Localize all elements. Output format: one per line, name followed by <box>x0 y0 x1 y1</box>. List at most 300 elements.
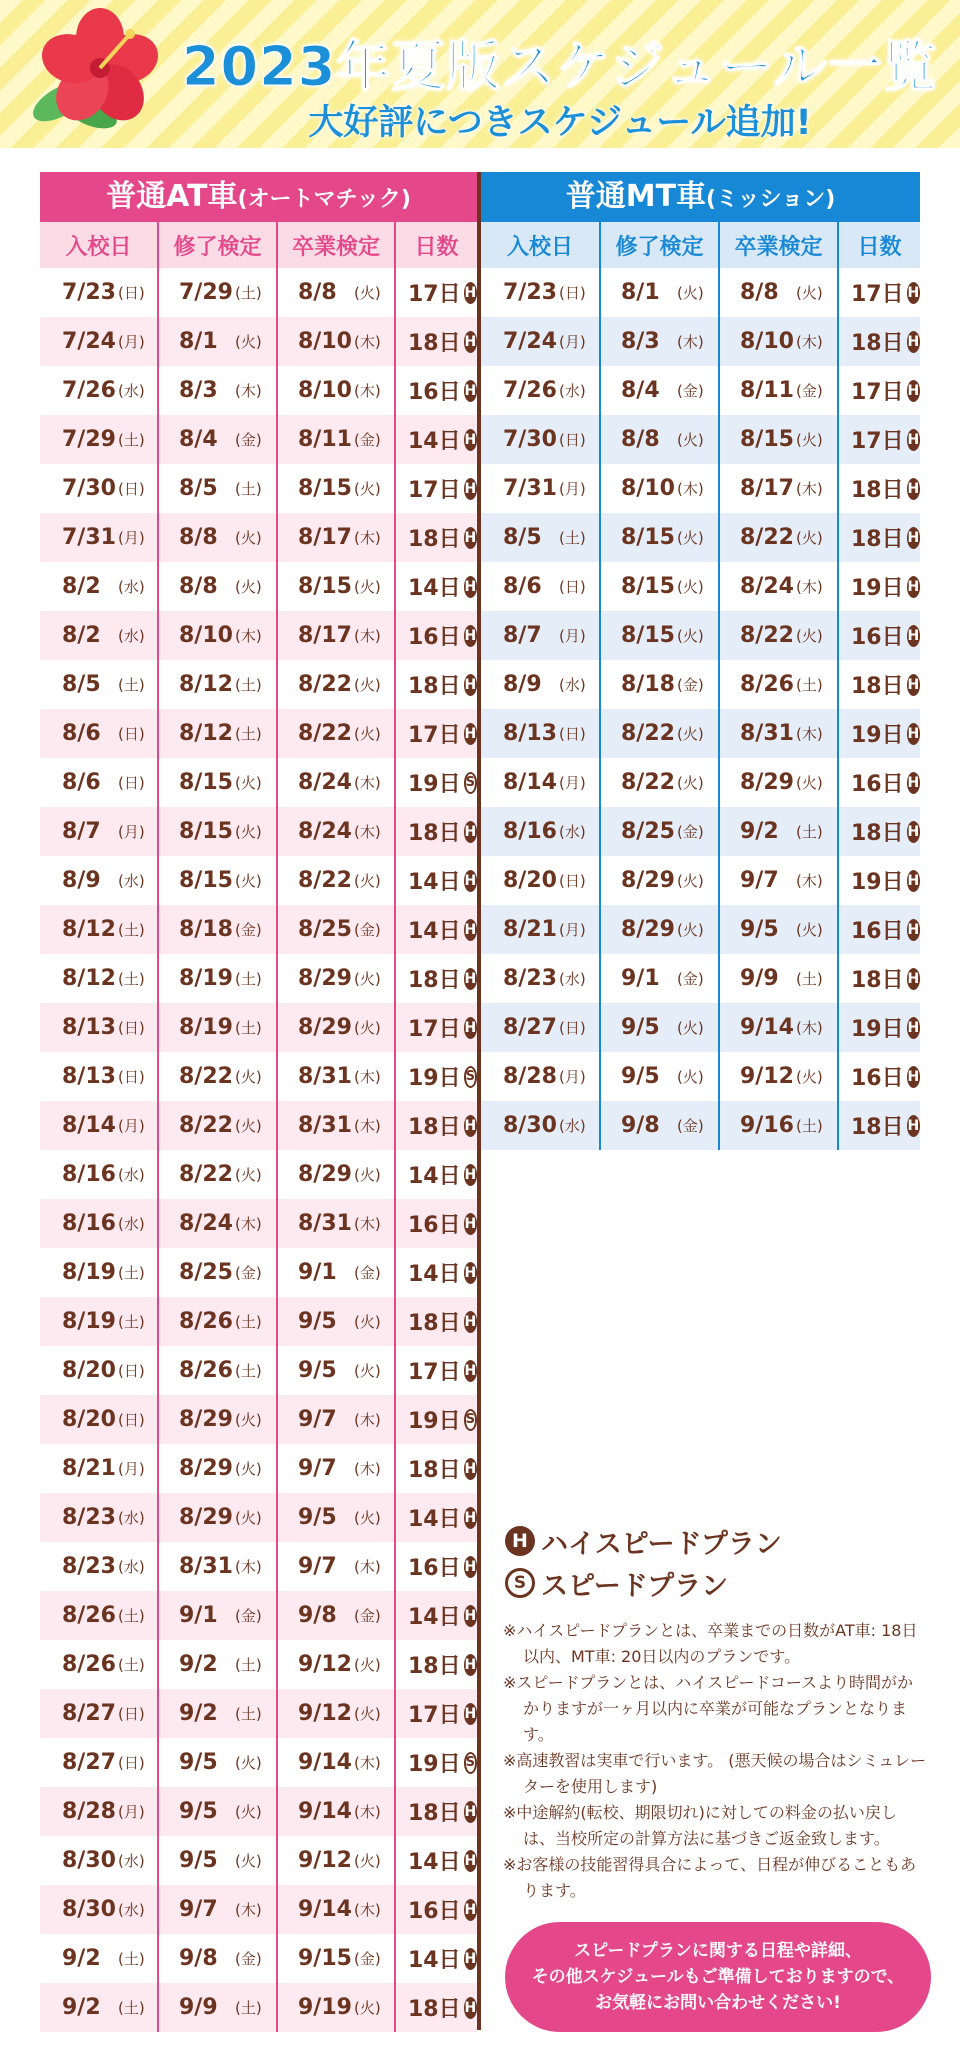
enroll-date-cell <box>40 758 159 807</box>
completion-exam-cell <box>159 1934 278 1983</box>
mt-title: 普通MT車 <box>565 179 707 214</box>
graduation-exam-cell <box>278 562 396 611</box>
date: 8/17 <box>740 476 794 501</box>
days-count: 19日 <box>408 1066 461 1091</box>
graduation-exam-cell <box>720 758 839 807</box>
table-row <box>40 366 477 415</box>
enroll-date-cell <box>40 513 159 562</box>
date: 8/26 <box>62 1652 116 1677</box>
completion-exam-cell <box>159 1836 278 1885</box>
graduation-exam-cell <box>278 1101 396 1150</box>
days-count: 19日 <box>851 870 904 895</box>
date: 9/14 <box>298 1799 352 1824</box>
weekday: (火) <box>677 921 704 939</box>
completion-exam-cell <box>159 807 278 856</box>
days-cell <box>839 1052 920 1101</box>
date: 8/20 <box>62 1358 116 1383</box>
completion-exam-cell <box>601 317 720 366</box>
weekday: (木) <box>354 1460 381 1478</box>
days-cell <box>396 1346 477 1395</box>
enroll-date-cell <box>40 709 159 758</box>
high-speed-plan-icon: H <box>907 968 920 990</box>
date: 8/15 <box>179 868 233 893</box>
date: 9/12 <box>298 1652 352 1677</box>
table-row <box>40 611 477 660</box>
graduation-exam-cell <box>278 807 396 856</box>
weekday: (土) <box>559 529 586 547</box>
weekday: (水) <box>118 1166 145 1184</box>
date: 8/11 <box>740 378 794 403</box>
date: 8/30 <box>62 1897 116 1922</box>
weekday: (金) <box>354 1950 381 1968</box>
date: 8/24 <box>298 819 352 844</box>
enroll-date-cell <box>40 1003 159 1052</box>
weekday: (木) <box>354 529 381 547</box>
days-count: 16日 <box>851 625 904 650</box>
date: 8/21 <box>62 1456 116 1481</box>
table-row <box>40 317 477 366</box>
weekday: (土) <box>118 1607 145 1625</box>
weekday: (月) <box>118 1117 145 1135</box>
days-count: 14日 <box>408 1507 461 1532</box>
column-header-completion: 修了検定 <box>159 222 278 268</box>
days-cell <box>396 513 477 562</box>
date: 8/23 <box>62 1554 116 1579</box>
completion-exam-cell <box>601 807 720 856</box>
date: 8/15 <box>298 574 352 599</box>
days-count: 18日 <box>408 1311 461 1336</box>
date: 7/23 <box>62 280 116 305</box>
enroll-date-cell <box>40 1150 159 1199</box>
high-speed-plan-icon: H <box>464 1703 477 1725</box>
completion-exam-cell <box>601 366 720 415</box>
weekday: (火) <box>796 921 823 939</box>
note: ※中途解約(転校、期限切れ)に対しての料金の払い戻しは、当校所定の計算方法に基づきご返金致します。 <box>503 1803 897 1848</box>
days-cell <box>396 611 477 660</box>
weekday: (月) <box>559 480 586 498</box>
high-speed-plan-icon: H <box>505 1526 535 1556</box>
date: 9/16 <box>740 1113 794 1138</box>
date: 8/29 <box>179 1456 233 1481</box>
date: 8/20 <box>62 1407 116 1432</box>
table-row <box>40 1297 477 1346</box>
page-header <box>0 0 960 148</box>
enroll-date-cell <box>40 1640 159 1689</box>
date: 8/2 <box>62 574 101 599</box>
date: 9/8 <box>179 1946 218 1971</box>
weekday: (土) <box>796 1117 823 1135</box>
completion-exam-cell <box>159 268 278 317</box>
date: 8/8 <box>621 427 660 452</box>
high-speed-plan-icon: H <box>907 625 920 647</box>
days-cell <box>396 1248 477 1297</box>
enroll-date-cell <box>40 1395 159 1444</box>
at-rows <box>40 268 477 2032</box>
completion-exam-cell <box>601 856 720 905</box>
date: 8/7 <box>503 623 542 648</box>
weekday: (日) <box>559 725 586 743</box>
completion-exam-cell <box>159 1689 278 1738</box>
table-row <box>481 1101 920 1150</box>
table-row <box>40 1689 477 1738</box>
weekday: (水) <box>118 1558 145 1576</box>
at-table-title <box>40 172 477 222</box>
callout-line: その他スケジュールもご準備しておりますので、 <box>531 1967 905 1987</box>
date: 9/2 <box>740 819 779 844</box>
days-count: 16日 <box>408 625 461 650</box>
weekday: (木) <box>354 333 381 351</box>
high-speed-plan-icon: H <box>907 772 920 794</box>
completion-exam-cell <box>159 1591 278 1640</box>
weekday: (木) <box>796 578 823 596</box>
enroll-date-cell <box>481 562 601 611</box>
weekday: (月) <box>118 823 145 841</box>
at-title: 普通AT車 <box>106 179 238 214</box>
weekday: (土) <box>235 1313 262 1331</box>
weekday: (火) <box>235 1460 262 1478</box>
weekday: (火) <box>677 725 704 743</box>
at-title-sub: (オートマチック) <box>237 187 411 212</box>
days-cell <box>396 1395 477 1444</box>
completion-exam-cell <box>601 415 720 464</box>
speed-plan-icon: S <box>464 772 477 794</box>
high-speed-plan-icon: H <box>907 1017 920 1039</box>
high-speed-plan-icon: H <box>464 1605 477 1627</box>
completion-exam-cell <box>159 660 278 709</box>
callout-line: スピードプランに関する日程や詳細、 <box>574 1941 862 1961</box>
graduation-exam-cell <box>278 1052 396 1101</box>
graduation-exam-cell <box>278 513 396 562</box>
enroll-date-cell <box>40 1591 159 1640</box>
weekday: (日) <box>118 1068 145 1086</box>
days-count: 16日 <box>408 1213 461 1238</box>
weekday: (火) <box>796 1068 823 1086</box>
page-title: 2023年夏版スケジュール一覧 <box>181 35 939 98</box>
enroll-date-cell <box>40 1934 159 1983</box>
date: 7/31 <box>503 476 557 501</box>
table-row <box>40 1787 477 1836</box>
date: 8/15 <box>621 525 675 550</box>
high-speed-plan-icon: H <box>907 331 920 353</box>
enroll-date-cell <box>481 1052 601 1101</box>
weekday: (火) <box>354 1362 381 1380</box>
weekday: (火) <box>796 431 823 449</box>
weekday: (水) <box>118 872 145 890</box>
table-row <box>481 317 920 366</box>
date: 8/29 <box>740 770 794 795</box>
days-count: 17日 <box>851 380 904 405</box>
column-header-graduation: 卒業検定 <box>278 222 396 268</box>
enroll-date-cell <box>40 464 159 513</box>
completion-exam-cell <box>159 1248 278 1297</box>
date: 8/19 <box>62 1309 116 1334</box>
days-cell <box>396 1689 477 1738</box>
enroll-date-cell <box>481 611 601 660</box>
date: 8/22 <box>740 525 794 550</box>
graduation-exam-cell <box>278 1297 396 1346</box>
days-count: 18日 <box>851 821 904 846</box>
weekday: (金) <box>677 970 704 988</box>
date: 8/29 <box>621 868 675 893</box>
weekday: (火) <box>235 1754 262 1772</box>
days-count: 16日 <box>851 772 904 797</box>
enroll-date-cell <box>481 709 601 758</box>
weekday: (火) <box>677 1068 704 1086</box>
completion-exam-cell <box>159 1101 278 1150</box>
weekday: (金) <box>796 382 823 400</box>
days-cell <box>839 415 920 464</box>
days-count: 18日 <box>851 527 904 552</box>
date: 9/9 <box>740 966 779 991</box>
high-speed-plan-icon: H <box>464 1017 477 1039</box>
weekday: (土) <box>118 921 145 939</box>
weekday: (土) <box>118 1264 145 1282</box>
date: 8/5 <box>503 525 542 550</box>
enroll-date-cell <box>40 366 159 415</box>
weekday: (土) <box>235 480 262 498</box>
days-count: 16日 <box>408 1556 461 1581</box>
weekday: (木) <box>796 1019 823 1037</box>
graduation-exam-cell <box>720 366 839 415</box>
date: 8/31 <box>298 1211 352 1236</box>
date: 8/15 <box>621 623 675 648</box>
weekday: (木) <box>796 333 823 351</box>
table-row <box>40 1003 477 1052</box>
enroll-date-cell <box>40 905 159 954</box>
date: 8/8 <box>298 280 337 305</box>
days-cell <box>396 856 477 905</box>
date: 8/30 <box>62 1848 116 1873</box>
date: 8/22 <box>179 1162 233 1187</box>
weekday: (月) <box>118 1460 145 1478</box>
graduation-exam-cell <box>720 415 839 464</box>
days-cell <box>839 758 920 807</box>
completion-exam-cell <box>159 1052 278 1101</box>
date: 9/14 <box>740 1015 794 1040</box>
enroll-date-cell <box>481 807 601 856</box>
date: 8/22 <box>179 1113 233 1138</box>
weekday: (木) <box>235 1215 262 1233</box>
weekday: (火) <box>677 529 704 547</box>
date: 8/27 <box>62 1701 116 1726</box>
date: 8/25 <box>298 917 352 942</box>
date: 8/12 <box>179 721 233 746</box>
date: 8/12 <box>62 917 116 942</box>
weekday: (日) <box>118 480 145 498</box>
days-count: 18日 <box>851 968 904 993</box>
weekday: (土) <box>235 1019 262 1037</box>
weekday: (火) <box>235 823 262 841</box>
graduation-exam-cell <box>278 856 396 905</box>
days-cell <box>839 268 920 317</box>
weekday: (火) <box>677 774 704 792</box>
weekday: (火) <box>235 529 262 547</box>
enroll-date-cell <box>40 1052 159 1101</box>
column-header-completion: 修了検定 <box>601 222 720 268</box>
date: 7/29 <box>179 280 233 305</box>
enroll-date-cell <box>40 1493 159 1542</box>
date: 8/7 <box>62 819 101 844</box>
date: 8/15 <box>179 770 233 795</box>
date: 7/24 <box>503 329 557 354</box>
high-speed-plan-icon: H <box>464 968 477 990</box>
date: 9/7 <box>298 1554 337 1579</box>
date: 9/1 <box>298 1260 337 1285</box>
high-speed-plan-icon: H <box>464 380 477 402</box>
completion-exam-cell <box>159 1444 278 1493</box>
completion-exam-cell <box>159 905 278 954</box>
date: 8/14 <box>62 1113 116 1138</box>
date: 9/5 <box>179 1750 218 1775</box>
high-speed-plan-icon: H <box>464 331 477 353</box>
graduation-exam-cell <box>278 660 396 709</box>
weekday: (水) <box>118 382 145 400</box>
weekday: (木) <box>235 1558 262 1576</box>
table-row <box>40 268 477 317</box>
weekday: (木) <box>354 627 381 645</box>
table-row <box>40 1738 477 1787</box>
high-speed-plan-icon: H <box>907 380 920 402</box>
weekday: (火) <box>796 284 823 302</box>
days-count: 14日 <box>408 1605 461 1630</box>
weekday: (水) <box>118 1509 145 1527</box>
date: 9/7 <box>740 868 779 893</box>
weekday: (火) <box>796 627 823 645</box>
date: 9/1 <box>621 966 660 991</box>
weekday: (水) <box>118 1852 145 1870</box>
date: 8/10 <box>298 378 352 403</box>
date: 7/26 <box>503 378 557 403</box>
enroll-date-cell <box>40 611 159 660</box>
date: 8/20 <box>503 868 557 893</box>
days-cell <box>396 1885 477 1934</box>
enroll-date-cell <box>481 464 601 513</box>
date: 8/18 <box>179 917 233 942</box>
high-speed-plan-icon: H <box>464 429 477 451</box>
weekday: (土) <box>235 1656 262 1674</box>
days-count: 18日 <box>408 1801 461 1826</box>
enroll-date-cell <box>481 366 601 415</box>
table-row <box>40 1150 477 1199</box>
days-count: 18日 <box>408 527 461 552</box>
enroll-date-cell <box>481 1101 601 1150</box>
weekday: (日) <box>559 284 586 302</box>
completion-exam-cell <box>601 709 720 758</box>
days-cell <box>839 660 920 709</box>
weekday: (金) <box>354 1607 381 1625</box>
date: 8/4 <box>179 427 218 452</box>
weekday: (土) <box>118 1656 145 1674</box>
weekday: (木) <box>354 774 381 792</box>
table-row <box>40 1493 477 1542</box>
days-count: 14日 <box>408 429 461 454</box>
column-header-enroll: 入校日 <box>40 222 159 268</box>
date: 8/25 <box>621 819 675 844</box>
table-row <box>481 660 920 709</box>
speed-plan-icon: S <box>464 1409 477 1431</box>
date: 8/24 <box>298 770 352 795</box>
days-count: 18日 <box>408 1997 461 2022</box>
days-count: 19日 <box>851 1017 904 1042</box>
date: 8/9 <box>503 672 542 697</box>
date: 8/11 <box>298 427 352 452</box>
completion-exam-cell <box>159 1493 278 1542</box>
days-cell <box>396 1297 477 1346</box>
weekday: (火) <box>235 1803 262 1821</box>
days-cell <box>396 1003 477 1052</box>
table-row <box>40 1836 477 1885</box>
weekday: (火) <box>235 578 262 596</box>
completion-exam-cell <box>601 562 720 611</box>
weekday: (金) <box>235 1264 262 1282</box>
days-count: 19日 <box>408 1752 461 1777</box>
date: 8/24 <box>740 574 794 599</box>
table-row <box>481 758 920 807</box>
table-row <box>40 415 477 464</box>
weekday: (日) <box>118 725 145 743</box>
completion-exam-cell <box>159 1150 278 1199</box>
completion-exam-cell <box>159 1738 278 1787</box>
high-speed-plan-icon: H <box>464 1458 477 1480</box>
high-speed-plan-icon: H <box>464 1997 477 2019</box>
days-cell <box>396 1444 477 1493</box>
date: 9/19 <box>298 1995 352 2020</box>
enroll-date-cell <box>40 1983 159 2032</box>
graduation-exam-cell <box>720 562 839 611</box>
date: 9/5 <box>179 1848 218 1873</box>
days-cell <box>839 366 920 415</box>
completion-exam-cell <box>601 758 720 807</box>
graduation-exam-cell <box>278 1248 396 1297</box>
days-cell <box>839 464 920 513</box>
graduation-exam-cell <box>720 513 839 562</box>
weekday: (火) <box>235 872 262 890</box>
weekday: (水) <box>559 1117 586 1135</box>
completion-exam-cell <box>159 415 278 464</box>
high-speed-plan-icon: H <box>464 723 477 745</box>
days-cell <box>396 1738 477 1787</box>
callout-line: お気軽にお問い合わせください! <box>595 1993 841 2013</box>
date: 7/29 <box>62 427 116 452</box>
completion-exam-cell <box>601 611 720 660</box>
weekday: (木) <box>677 333 704 351</box>
date: 8/18 <box>621 672 675 697</box>
date: 8/8 <box>179 525 218 550</box>
weekday: (日) <box>118 1019 145 1037</box>
graduation-exam-cell <box>720 660 839 709</box>
days-cell <box>396 1150 477 1199</box>
page-subtitle: 大好評につきスケジュール追加! <box>308 103 812 143</box>
table-row <box>481 954 920 1003</box>
table-row <box>40 1591 477 1640</box>
date: 9/12 <box>740 1064 794 1089</box>
table-row <box>40 660 477 709</box>
date: 8/19 <box>179 966 233 991</box>
weekday: (月) <box>559 774 586 792</box>
days-count: 14日 <box>408 576 461 601</box>
date: 7/23 <box>503 280 557 305</box>
weekday: (土) <box>118 1999 145 2017</box>
days-count: 19日 <box>408 1409 461 1434</box>
date: 8/10 <box>621 476 675 501</box>
weekday: (土) <box>235 676 262 694</box>
completion-exam-cell <box>159 709 278 758</box>
weekday: (火) <box>354 970 381 988</box>
weekday: (火) <box>677 578 704 596</box>
high-speed-plan-icon: H <box>464 1899 477 1921</box>
date: 8/29 <box>298 1162 352 1187</box>
date: 8/1 <box>621 280 660 305</box>
